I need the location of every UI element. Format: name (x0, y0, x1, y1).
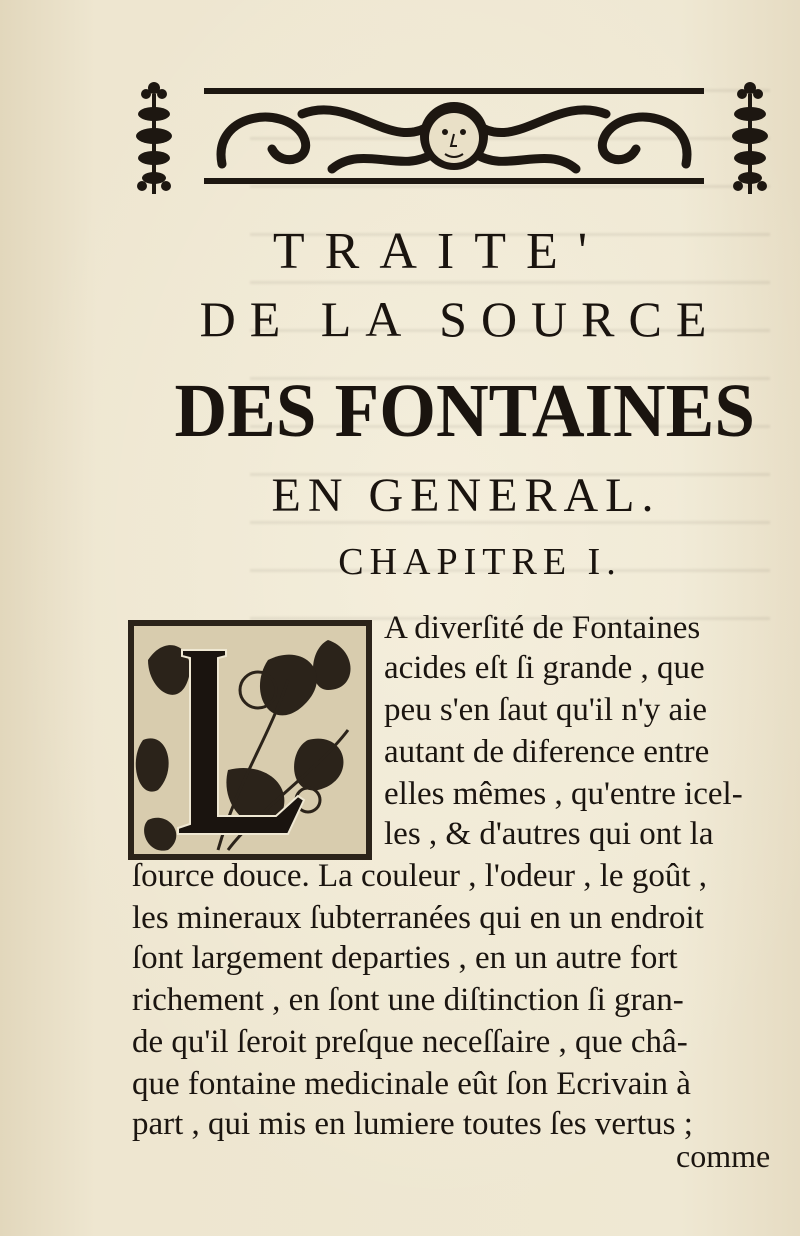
text-line-3: peu s'en ſaut qu'il n'y aie (384, 692, 708, 728)
text-line-13: part , qui mis en lumiere toutes ſes vertus ; (132, 1106, 693, 1142)
title-line-general: EN GENERAL. (271, 469, 661, 522)
chapter-heading: CHAPITRE I. (338, 541, 622, 583)
title-line-source: DE LA SOURCE (199, 291, 721, 347)
text-line-5: elles mêmes , qu'entre icel- (384, 776, 743, 812)
dropcap-initial (128, 620, 372, 860)
text-line-11: de qu'il ſeroit preſque neceſſaire , que châ- (132, 1024, 688, 1060)
catchword: comme (676, 1138, 771, 1174)
text-line-12: que fontaine medicinale eût ſon Ecrivain à (132, 1066, 691, 1102)
title-line-traite: TRAITE' (272, 223, 608, 280)
text-line-4: autant de diference entre (384, 734, 710, 770)
text-line-7: ſource douce. La couleur , l'odeur , le goût , (132, 858, 707, 894)
text-line-10: richement , en ſont une diſtinction ſi gran- (132, 982, 684, 1018)
headpiece-ornament (132, 74, 782, 204)
text-line-6: les , & d'autres qui ont la (384, 816, 714, 852)
text-line-1: A diverſité de Fontaines (384, 610, 701, 646)
text-line-8: les mineraux ſubterranées qui en un endroit (132, 900, 704, 936)
text-line-2: acides eſt ſi grande , que (384, 650, 705, 686)
title-line-fontaines: DES FONTAINES (174, 369, 755, 453)
text-line-9: ſont largement departies , en un autre fort (132, 940, 678, 976)
